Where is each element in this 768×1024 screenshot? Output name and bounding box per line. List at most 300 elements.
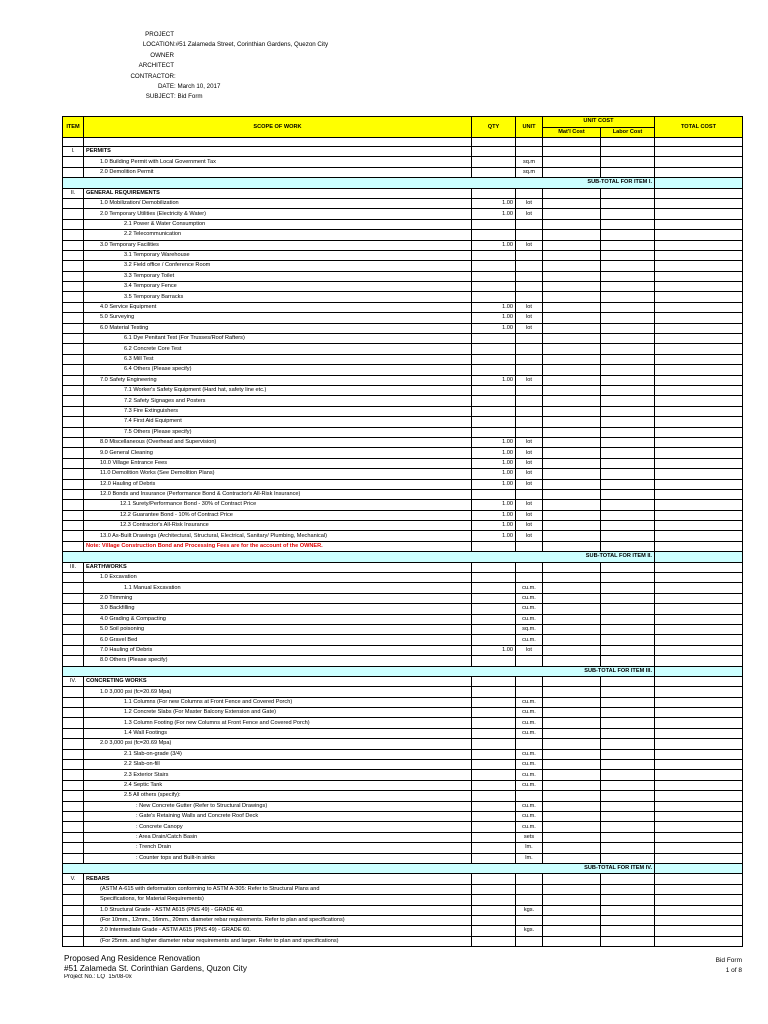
labor-cost-cell	[601, 718, 655, 728]
total-cost-cell	[655, 718, 743, 728]
qty-cell	[472, 406, 516, 416]
unit-cell	[516, 250, 543, 260]
header-row	[64, 40, 328, 50]
matl-cost-cell	[543, 417, 601, 427]
item-cell	[63, 749, 84, 759]
table-row	[63, 843, 743, 853]
header-key: OWNER	[150, 51, 174, 59]
item-cell	[63, 458, 84, 468]
table-row	[63, 791, 743, 801]
unit-cell: lot	[516, 458, 543, 468]
item-cell	[63, 884, 84, 894]
subtotal-label: SUB-TOTAL FOR ITEM II.	[63, 552, 655, 562]
table-row	[63, 365, 743, 375]
labor-cost-cell	[601, 240, 655, 250]
scope-cell: : Trench Drain	[84, 843, 472, 853]
matl-cost-cell	[543, 479, 601, 489]
matl-cost-cell	[543, 760, 601, 770]
header-row	[64, 30, 328, 40]
qty-cell	[472, 292, 516, 302]
total-cost-cell	[655, 614, 743, 624]
qty-cell	[472, 593, 516, 603]
item-cell	[63, 385, 84, 395]
scope-cell: 5.0 Soil poisoning	[84, 624, 472, 634]
unit-cell: sets	[516, 832, 543, 842]
item-cell	[63, 198, 84, 208]
matl-cost-cell	[543, 843, 601, 853]
scope-cell: 3.0 Temporary Facilities	[84, 240, 472, 250]
labor-cost-cell	[601, 406, 655, 416]
unit-cell	[516, 915, 543, 925]
table-row	[63, 138, 743, 147]
item-cell	[63, 708, 84, 718]
table-row	[63, 697, 743, 707]
qty-cell	[472, 604, 516, 614]
scope-cell: 7.5 Others (Please specify)	[84, 427, 472, 437]
header-value: :#51 Zalameda Street, Corinthian Gardens, Quezon City	[174, 41, 329, 49]
qty-cell: 1.00	[472, 469, 516, 479]
scope-cell: EARTHWORKS	[84, 562, 472, 572]
scope-cell: 6.2 Concrete Core Test	[84, 344, 472, 354]
item-cell	[63, 843, 84, 853]
labor-cost-cell	[601, 437, 655, 447]
qty-cell	[472, 656, 516, 666]
total-cost-cell	[655, 676, 743, 686]
total-cost-cell	[655, 479, 743, 489]
unit-cell: lot	[516, 479, 543, 489]
unit-cell: cu.m.	[516, 604, 543, 614]
table-row	[63, 282, 743, 292]
matl-cost-cell	[543, 458, 601, 468]
subtotal-value	[655, 552, 743, 562]
item-cell	[63, 292, 84, 302]
matl-cost-cell	[543, 770, 601, 780]
table-row	[63, 437, 743, 447]
table-row	[63, 302, 743, 312]
qty-cell	[472, 770, 516, 780]
table-row	[63, 884, 743, 894]
unit-cell: cu.m.	[516, 812, 543, 822]
matl-cost-cell	[543, 593, 601, 603]
matl-cost-cell	[543, 188, 601, 198]
scope-cell: 1.1 Manual Excavation	[84, 583, 472, 593]
unit-cell	[516, 936, 543, 946]
item-cell	[63, 812, 84, 822]
unit-cell	[516, 656, 543, 666]
table-row	[63, 812, 743, 822]
matl-cost-cell	[543, 292, 601, 302]
table-row	[63, 635, 743, 645]
qty-cell	[472, 167, 516, 177]
header-key: SUBJECT	[145, 93, 174, 101]
col-total-cost: TOTAL COST	[655, 117, 743, 138]
labor-cost-cell	[601, 614, 655, 624]
labor-cost-cell	[601, 624, 655, 634]
item-cell	[63, 396, 84, 406]
item-cell	[63, 344, 84, 354]
labor-cost-cell	[601, 853, 655, 863]
item-cell	[63, 573, 84, 583]
total-cost-cell	[655, 593, 743, 603]
scope-cell: 3.1 Temporary Warehouse	[84, 250, 472, 260]
qty-cell	[472, 219, 516, 229]
scope-cell: 7.3 Fire Extinguishers	[84, 406, 472, 416]
table-row	[63, 375, 743, 385]
scope-cell: 7.0 Safety Engineering	[84, 375, 472, 385]
qty-cell	[472, 562, 516, 572]
total-cost-cell	[655, 458, 743, 468]
unit-cell: cu.m.	[516, 583, 543, 593]
item-cell	[63, 656, 84, 666]
matl-cost-cell	[543, 385, 601, 395]
scope-cell: 6.0 Material Testing	[84, 323, 472, 333]
labor-cost-cell	[601, 832, 655, 842]
unit-cell: lot	[516, 469, 543, 479]
unit-cell	[516, 385, 543, 395]
qty-cell	[472, 427, 516, 437]
table-row	[63, 427, 743, 437]
unit-cell: cu.m.	[516, 593, 543, 603]
scope-cell: 12.1 Surety/Performance Bond - 30% of Contract Price	[84, 500, 472, 510]
scope-cell: 1.0 Mobilization/ Demobilization	[84, 198, 472, 208]
unit-cell	[516, 562, 543, 572]
labor-cost-cell	[601, 385, 655, 395]
scope-cell: 12.0 Hauling of Debris	[84, 479, 472, 489]
scope-cell: 12.0 Bonds and Insurance (Performance Bond & Contractor's All-Risk Insurance)	[84, 489, 472, 499]
table-row	[63, 489, 743, 499]
total-cost-cell	[655, 302, 743, 312]
subtotal-value	[655, 666, 743, 676]
scope-cell: 1.4 Wall Footings	[84, 728, 472, 738]
item-cell	[63, 780, 84, 790]
unit-cell: cu.m.	[516, 760, 543, 770]
total-cost-cell	[655, 562, 743, 572]
labor-cost-cell	[601, 417, 655, 427]
item-cell	[63, 936, 84, 946]
table-row	[63, 926, 743, 936]
labor-cost-cell	[601, 365, 655, 375]
item-cell	[63, 334, 84, 344]
matl-cost-cell	[543, 614, 601, 624]
labor-cost-cell	[601, 656, 655, 666]
unit-cell	[516, 334, 543, 344]
total-cost-cell	[655, 292, 743, 302]
table-row	[63, 760, 743, 770]
footer-project: Proposed Ang Residence Renovation	[64, 954, 201, 963]
matl-cost-cell	[543, 323, 601, 333]
item-cell	[63, 282, 84, 292]
unit-cell: kgs.	[516, 926, 543, 936]
qty-cell: 1.00	[472, 375, 516, 385]
qty-cell	[472, 822, 516, 832]
unit-cell: cu.m.	[516, 697, 543, 707]
table-row	[63, 469, 743, 479]
matl-cost-cell	[543, 812, 601, 822]
item-cell	[63, 271, 84, 281]
header-value: :	[174, 72, 176, 80]
empty-cell	[472, 541, 516, 551]
unit-cell: sq.m	[516, 167, 543, 177]
item-cell	[63, 479, 84, 489]
scope-cell: 11.0 Demolition Works (See Demolition Plans)	[84, 469, 472, 479]
matl-cost-cell	[543, 583, 601, 593]
labor-cost-cell	[601, 323, 655, 333]
scope-cell: 2.1 Slab-on-grade (3/4)	[84, 749, 472, 759]
matl-cost-cell	[543, 365, 601, 375]
labor-cost-cell	[601, 261, 655, 271]
matl-cost-cell	[543, 147, 601, 157]
scope-cell: 6.4 Others (Please specify)	[84, 365, 472, 375]
item-cell	[63, 853, 84, 863]
item-cell	[63, 635, 84, 645]
qty-cell	[472, 760, 516, 770]
unit-cell: cu.m.	[516, 708, 543, 718]
matl-cost-cell	[543, 708, 601, 718]
item-cell	[63, 604, 84, 614]
header-value: : March 10, 2017	[174, 82, 221, 90]
total-cost-cell	[655, 282, 743, 292]
unit-cell: lot	[516, 521, 543, 531]
labor-cost-cell	[601, 292, 655, 302]
footer-left	[64, 954, 247, 979]
total-cost-cell	[655, 895, 743, 905]
total-cost-cell	[655, 687, 743, 697]
unit-cell	[516, 406, 543, 416]
item-cell	[63, 313, 84, 323]
table-row	[63, 344, 743, 354]
scope-cell: 12.3 Contractor's All-Risk Insurance	[84, 521, 472, 531]
scope-cell: 3.5 Temporary Barracks	[84, 292, 472, 302]
total-cost-cell	[655, 780, 743, 790]
total-cost-cell	[655, 147, 743, 157]
item-cell	[63, 801, 84, 811]
qty-cell	[472, 344, 516, 354]
unit-cell: lot	[516, 437, 543, 447]
scope-cell: 2.3 Exterior Stairs	[84, 770, 472, 780]
matl-cost-cell	[543, 282, 601, 292]
matl-cost-cell	[543, 448, 601, 458]
header-key: LOCATION	[142, 41, 174, 49]
total-cost-cell	[655, 469, 743, 479]
item-cell: III.	[63, 562, 84, 572]
scope-cell: 1.3 Column Footing (For new Columns at Front Fence and Covered Porch)	[84, 718, 472, 728]
item-cell	[63, 687, 84, 697]
qty-cell: 1.00	[472, 645, 516, 655]
total-cost-cell	[655, 708, 743, 718]
qty-cell: 1.00	[472, 479, 516, 489]
matl-cost-cell	[543, 645, 601, 655]
qty-cell	[472, 697, 516, 707]
item-cell	[63, 230, 84, 240]
matl-cost-cell	[543, 676, 601, 686]
empty-cell	[516, 138, 543, 147]
total-cost-cell	[655, 624, 743, 634]
scope-cell: REBARS	[84, 874, 472, 884]
project-header	[64, 30, 328, 103]
qty-cell	[472, 708, 516, 718]
table-row	[63, 230, 743, 240]
item-cell	[63, 583, 84, 593]
matl-cost-cell	[543, 469, 601, 479]
table-row	[63, 801, 743, 811]
empty-cell	[516, 541, 543, 551]
qty-cell	[472, 843, 516, 853]
matl-cost-cell	[543, 718, 601, 728]
scope-cell: 7.1 Worker's Safety Equipment (Hard hat, safety line etc.)	[84, 385, 472, 395]
labor-cost-cell	[601, 396, 655, 406]
qty-cell: 1.00	[472, 302, 516, 312]
unit-cell: sq.m	[516, 157, 543, 167]
table-row	[63, 687, 743, 697]
item-cell	[63, 437, 84, 447]
labor-cost-cell	[601, 676, 655, 686]
scope-cell: : Gate's Retaining Walls and Concrete Roof Deck	[84, 812, 472, 822]
matl-cost-cell	[543, 230, 601, 240]
table-row	[63, 822, 743, 832]
labor-cost-cell	[601, 635, 655, 645]
unit-cell	[516, 791, 543, 801]
subtotal-label: SUB-TOTAL FOR ITEM III.	[63, 666, 655, 676]
item-cell	[63, 770, 84, 780]
matl-cost-cell	[543, 697, 601, 707]
matl-cost-cell	[543, 261, 601, 271]
matl-cost-cell	[543, 375, 601, 385]
matl-cost-cell	[543, 656, 601, 666]
unit-cell	[516, 344, 543, 354]
total-cost-cell	[655, 271, 743, 281]
labor-cost-cell	[601, 271, 655, 281]
matl-cost-cell	[543, 801, 601, 811]
labor-cost-cell	[601, 188, 655, 198]
qty-cell	[472, 489, 516, 499]
item-cell	[63, 915, 84, 925]
matl-cost-cell	[543, 895, 601, 905]
scope-cell: (For 10mm., 12mm., 16mm., 20mm. diameter rebar requirements. Refer to plan and specifications)	[84, 915, 472, 925]
footer-right	[716, 956, 742, 976]
qty-cell	[472, 728, 516, 738]
qty-cell	[472, 250, 516, 260]
table-row	[63, 583, 743, 593]
labor-cost-cell	[601, 334, 655, 344]
matl-cost-cell	[543, 219, 601, 229]
table-row	[63, 780, 743, 790]
total-cost-cell	[655, 250, 743, 260]
qty-cell	[472, 261, 516, 271]
total-cost-cell	[655, 500, 743, 510]
unit-cell	[516, 427, 543, 437]
labor-cost-cell	[601, 510, 655, 520]
scope-cell: 2.0 Demolition Permit	[84, 167, 472, 177]
matl-cost-cell	[543, 728, 601, 738]
total-cost-cell	[655, 396, 743, 406]
unit-cell: cu.m.	[516, 780, 543, 790]
unit-cell	[516, 271, 543, 281]
total-cost-cell	[655, 437, 743, 447]
item-cell	[63, 531, 84, 541]
labor-cost-cell	[601, 739, 655, 749]
empty-cell	[543, 138, 601, 147]
total-cost-cell	[655, 926, 743, 936]
unit-cell: lot	[516, 240, 543, 250]
total-cost-cell	[655, 915, 743, 925]
total-cost-cell	[655, 573, 743, 583]
qty-cell: 1.00	[472, 521, 516, 531]
labor-cost-cell	[601, 728, 655, 738]
table-row	[63, 645, 743, 655]
labor-cost-cell	[601, 801, 655, 811]
unit-cell: cu.m.	[516, 614, 543, 624]
scope-cell: 2.2 Telecommunication	[84, 230, 472, 240]
qty-cell	[472, 926, 516, 936]
table-row	[63, 271, 743, 281]
qty-cell	[472, 282, 516, 292]
item-cell: IV.	[63, 676, 84, 686]
footer-form: Bid Form	[715, 957, 742, 964]
table-row	[63, 708, 743, 718]
unit-cell	[516, 219, 543, 229]
qty-cell	[472, 812, 516, 822]
item-cell: II.	[63, 188, 84, 198]
item-cell	[63, 614, 84, 624]
labor-cost-cell	[601, 843, 655, 853]
labor-cost-cell	[601, 282, 655, 292]
item-cell	[63, 448, 84, 458]
labor-cost-cell	[601, 936, 655, 946]
col-unit: UNIT	[516, 117, 543, 138]
labor-cost-cell	[601, 687, 655, 697]
total-cost-cell	[655, 219, 743, 229]
labor-cost-cell	[601, 448, 655, 458]
labor-cost-cell	[601, 822, 655, 832]
labor-cost-cell	[601, 895, 655, 905]
total-cost-cell	[655, 198, 743, 208]
scope-cell: 1.0 Building Permit with Local Government Tax	[84, 157, 472, 167]
scope-cell: 4.0 Service Equipment	[84, 302, 472, 312]
header-key: ARCHITECT	[138, 62, 174, 70]
unit-cell: cu.m.	[516, 718, 543, 728]
table-row	[63, 718, 743, 728]
table-row	[63, 604, 743, 614]
labor-cost-cell	[601, 791, 655, 801]
scope-cell: 2.1 Power & Water Consumption	[84, 219, 472, 229]
qty-cell: 1.00	[472, 240, 516, 250]
table-row	[63, 531, 743, 541]
header-row	[64, 61, 328, 71]
qty-cell	[472, 271, 516, 281]
item-cell	[63, 822, 84, 832]
item-cell	[63, 375, 84, 385]
item-cell	[63, 593, 84, 603]
note-text: Note: Village Construction Bond and Processing Fees are for the account of the OWNER.	[84, 541, 472, 551]
labor-cost-cell	[601, 573, 655, 583]
total-cost-cell	[655, 531, 743, 541]
total-cost-cell	[655, 843, 743, 853]
header-row	[64, 92, 328, 102]
scope-cell: 4.0 Grading & Compacting	[84, 614, 472, 624]
scope-cell: 3.0 Backfilling	[84, 604, 472, 614]
total-cost-cell	[655, 344, 743, 354]
qty-cell	[472, 718, 516, 728]
labor-cost-cell	[601, 469, 655, 479]
unit-cell	[516, 676, 543, 686]
scope-cell: 1.0 Structural Grade - ASTM A615 (PNS 49) - GRADE 40.	[84, 905, 472, 915]
item-cell	[63, 760, 84, 770]
labor-cost-cell	[601, 313, 655, 323]
item-cell	[63, 365, 84, 375]
table-row	[63, 936, 743, 946]
empty-cell	[84, 138, 472, 147]
scope-cell: 1.2 Concrete Slabs (For Master Balcony Extension and Gate)	[84, 708, 472, 718]
